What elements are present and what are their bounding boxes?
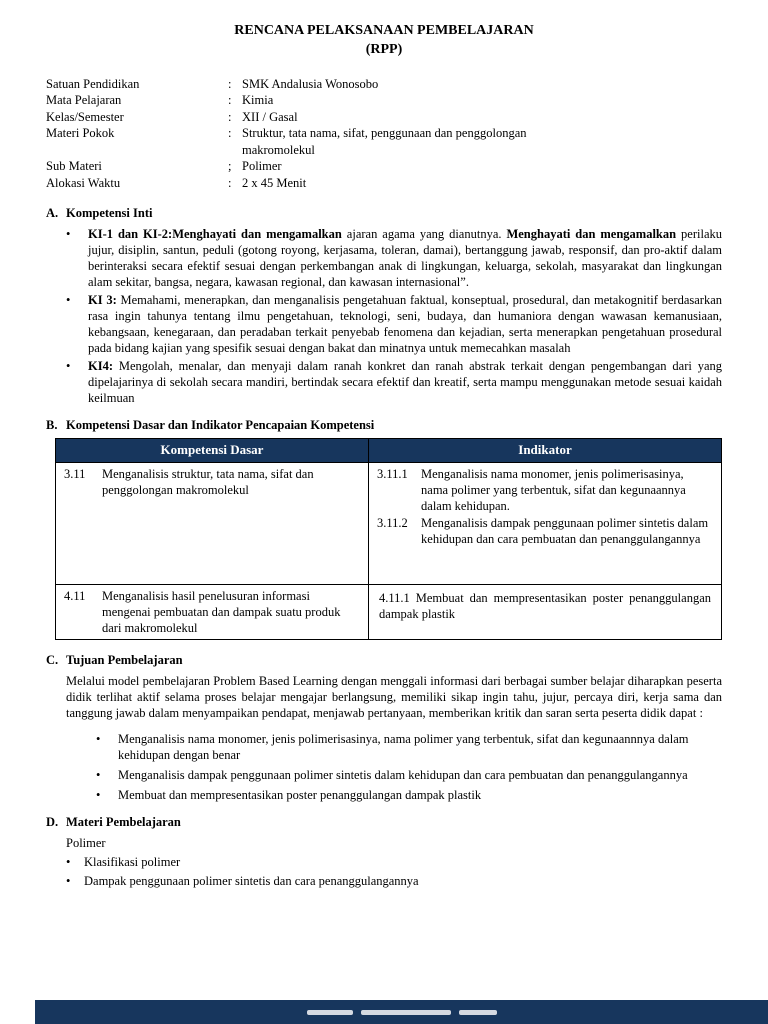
section-kompetensi-inti [46, 205, 722, 406]
meta-separator: : [228, 175, 232, 190]
section-title: Kompetensi Dasar dan Indikator Pencapaian Kompetensi [66, 418, 375, 433]
meta-separator: : [228, 109, 232, 124]
bullet-icon [96, 767, 118, 783]
tujuan-intro-paragraph: Melalui model pembelajaran Problem Based Learning dengan menggali informasi dari berbagai sumber belajar diharapkan peserta didik terlihat aktif selama proses belajar mengajar berlangsung, memiliki sikap ingin tahu, jujur, percaya diri, kerja sama dan tanggung jawab dalam menyampaikan pendapat, menjawab pertanyaan, memberikan kritik dan saran serta peserta didik dapat : [66, 673, 722, 720]
table-body [56, 462, 722, 639]
section-heading [46, 417, 722, 433]
meta-row-kelas-semester [46, 109, 722, 126]
meta-label: Materi Pokok [46, 126, 115, 141]
list-item-text [88, 226, 722, 290]
indikator-number: 3.11.2 [377, 515, 408, 530]
kd-item [64, 466, 360, 498]
section-title: Tujuan Pembelajaran [66, 652, 183, 667]
meta-row-materi-pokok [46, 125, 722, 158]
section-heading [46, 652, 722, 668]
meta-separator: ; [228, 159, 232, 174]
kd-number: 4.11 [64, 588, 86, 603]
section-number: D. [46, 814, 59, 829]
bullet-icon [66, 873, 84, 889]
meta-value: 2 x 45 Menit [242, 175, 307, 190]
meta-label: Sub Materi [46, 159, 102, 174]
meta-separator: : [228, 126, 232, 141]
kd-number: 3.11 [64, 466, 86, 481]
list-item [66, 854, 722, 870]
kd-text: Menganalisis struktur, tata nama, sifat dan penggolongan makromolekul [102, 466, 314, 497]
list-item-ki3 [66, 292, 722, 356]
meta-row-sub-materi [46, 158, 722, 175]
kd-cell [56, 462, 369, 584]
footer-text-mark [361, 1010, 451, 1015]
ki-bullet-list [46, 226, 722, 406]
section-number: A. [46, 206, 59, 221]
kd-text: Menganalisis hasil penelusuran informasi mengenai pembuatan dan dampak suatu produk dari makromolekul [102, 588, 341, 635]
list-item [96, 767, 722, 783]
footer-text-mark [459, 1010, 497, 1015]
indikator-text: Membuat dan mempresentasikan poster penanggulangan dampak plastik [379, 590, 711, 621]
meta-row-alokasi-waktu [46, 175, 722, 192]
viewer-footer-bar [35, 1000, 768, 1024]
title-line-1: RENCANA PELAKSANAAN PEMBELAJARAN [234, 23, 534, 38]
list-item [66, 873, 722, 889]
list-item-text: Dampak penggunaan polimer sintetis dan cara penanggulangannya [84, 873, 419, 888]
section-heading [46, 814, 722, 830]
kd-cell [56, 584, 369, 639]
title-line-2: (RPP) [365, 41, 403, 57]
indikator-cell [369, 462, 722, 584]
meta-label: Satuan Pendidikan [46, 76, 140, 91]
section-heading [46, 205, 722, 221]
metadata-block [46, 76, 722, 192]
bold-text-segment: KI4: [88, 359, 119, 374]
section-materi-pembelajaran [46, 814, 722, 889]
bold-text-segment: KI-1 dan KI-2:Menghayati dan mengamalkan [88, 227, 347, 242]
text-segment: perilaku jujur, disiplin, santun, peduli (gotong royong, kerjasama, toleran, damai), bertanggung jawab, responsif, dan pro-aktif dalam berinteraksi secara efektif sesuai dengan perkembangan anak di lingkungan, keluarga, sekolah, masyarakat dan lingkungan alam sekitar, bangsa, negara, kawasan regional, dan kawasan internasional”. [88, 227, 722, 290]
section-tujuan-pembelajaran [46, 652, 722, 803]
bold-text-segment: KI 3: [88, 293, 121, 308]
text-segment: Mengolah, menalar, dan menyaji dalam ranah konkret dan ranah abstrak terkait dengan pengembangan dari yang dipelajarinya di sekolah secara mandiri, bertindak secara efektif dan kreatif, serta mampu menggunakan metode sesuai kaidah keilmuan [88, 359, 723, 406]
materi-subheading: Polimer [66, 835, 106, 850]
kd-indikator-table [55, 438, 722, 640]
indikator-item [377, 588, 713, 622]
footer-text-mark [307, 1010, 353, 1015]
bold-text-segment: Menghayati dan mengamalkan [506, 227, 682, 242]
bullet-icon [66, 358, 88, 406]
indikator-number: 3.11.1 [377, 466, 408, 481]
document-title [46, 22, 722, 60]
text-segment: Memahami, menerapkan, dan menganalisis pengetahuan faktual, konseptual, prosedural, dan metakognitif berdasarkan rasa ingin tahunya tentang ilmu pengetahuan, teknologi, seni, budaya, dan humaniora dengan wawasan kemanusiaan, kebangsaan, kenegaraan, dan peradaban terkait penyebab fenomena dan kejadian, serta menerapkan pengetahuan prosedural pada bidang kajian yang spesifik sesuai dengan bakat dan minatnya untuk memecahkan masalah [88, 293, 722, 356]
section-number: B. [46, 418, 58, 433]
indikator-cell [369, 584, 722, 639]
indikator-item [377, 466, 713, 514]
list-item-text: Menganalisis nama monomer, jenis polimerisasinya, nama polimer yang terbentuk, sifat dan kegunaannnya dalam kehidupan dengan benar [118, 731, 689, 762]
meta-label: Alokasi Waktu [46, 175, 121, 190]
table-header-kompetensi-dasar: Kompetensi Dasar [56, 439, 369, 463]
indikator-text: Menganalisis dampak penggunaan polimer sintetis dalam kehidupan dan cara pembuatan dan penanggulangannya [421, 515, 709, 546]
list-item-text [88, 358, 722, 406]
materi-bullet-list [46, 854, 722, 889]
bullet-icon [96, 731, 118, 763]
indikator-item [377, 515, 713, 547]
table-header-row [56, 439, 722, 463]
list-item-ki4 [66, 358, 722, 406]
indikator-number: 4.11.1 [379, 590, 410, 605]
table-head [56, 439, 722, 463]
text-segment: ajaran agama yang dianutnya. [346, 227, 507, 242]
kd-item [64, 588, 360, 636]
list-item-text: Klasifikasi polimer [84, 854, 181, 869]
meta-separator: : [228, 76, 232, 91]
bullet-icon [66, 854, 84, 870]
list-item [96, 731, 722, 763]
bullet-icon [66, 292, 88, 356]
meta-value: SMK Andalusia Wonosobo [242, 76, 379, 91]
meta-value: Struktur, tata nama, sifat, penggunaan dan penggolongan makromolekul [242, 126, 527, 157]
section-number: C. [46, 652, 59, 667]
meta-value: XII / Gasal [242, 109, 298, 124]
bullet-icon [66, 226, 88, 290]
meta-value: Kimia [242, 93, 274, 108]
bullet-icon [96, 787, 118, 803]
meta-value: Polimer [242, 159, 282, 174]
section-title: Kompetensi Inti [66, 206, 153, 221]
meta-row-mata-pelajaran [46, 92, 722, 109]
list-item-text: Membuat dan mempresentasikan poster penanggulangan dampak plastik [118, 787, 482, 802]
indikator-text: Menganalisis nama monomer, jenis polimerisasinya, nama polimer yang terbentuk, sifat dan kegunaannya dalam kehidupan. [421, 466, 686, 513]
table-row-3-11 [56, 462, 722, 584]
list-item-ki1-ki2 [66, 226, 722, 290]
list-item [96, 787, 722, 803]
table-header-indikator: Indikator [369, 439, 722, 463]
section-title: Materi Pembelajaran [66, 814, 181, 829]
list-item-text [88, 292, 722, 356]
meta-label: Kelas/Semester [46, 109, 124, 124]
section-kompetensi-dasar [46, 417, 722, 640]
meta-row-satuan-pendidikan [46, 76, 722, 93]
meta-label: Mata Pelajaran [46, 93, 122, 108]
table-row-4-11 [56, 584, 722, 639]
list-item-text: Menganalisis dampak penggunaan polimer sintetis dalam kehidupan dan cara pembuatan dan penanggulangannya [118, 767, 688, 782]
meta-separator: : [228, 93, 232, 108]
tujuan-bullet-list [46, 731, 722, 803]
